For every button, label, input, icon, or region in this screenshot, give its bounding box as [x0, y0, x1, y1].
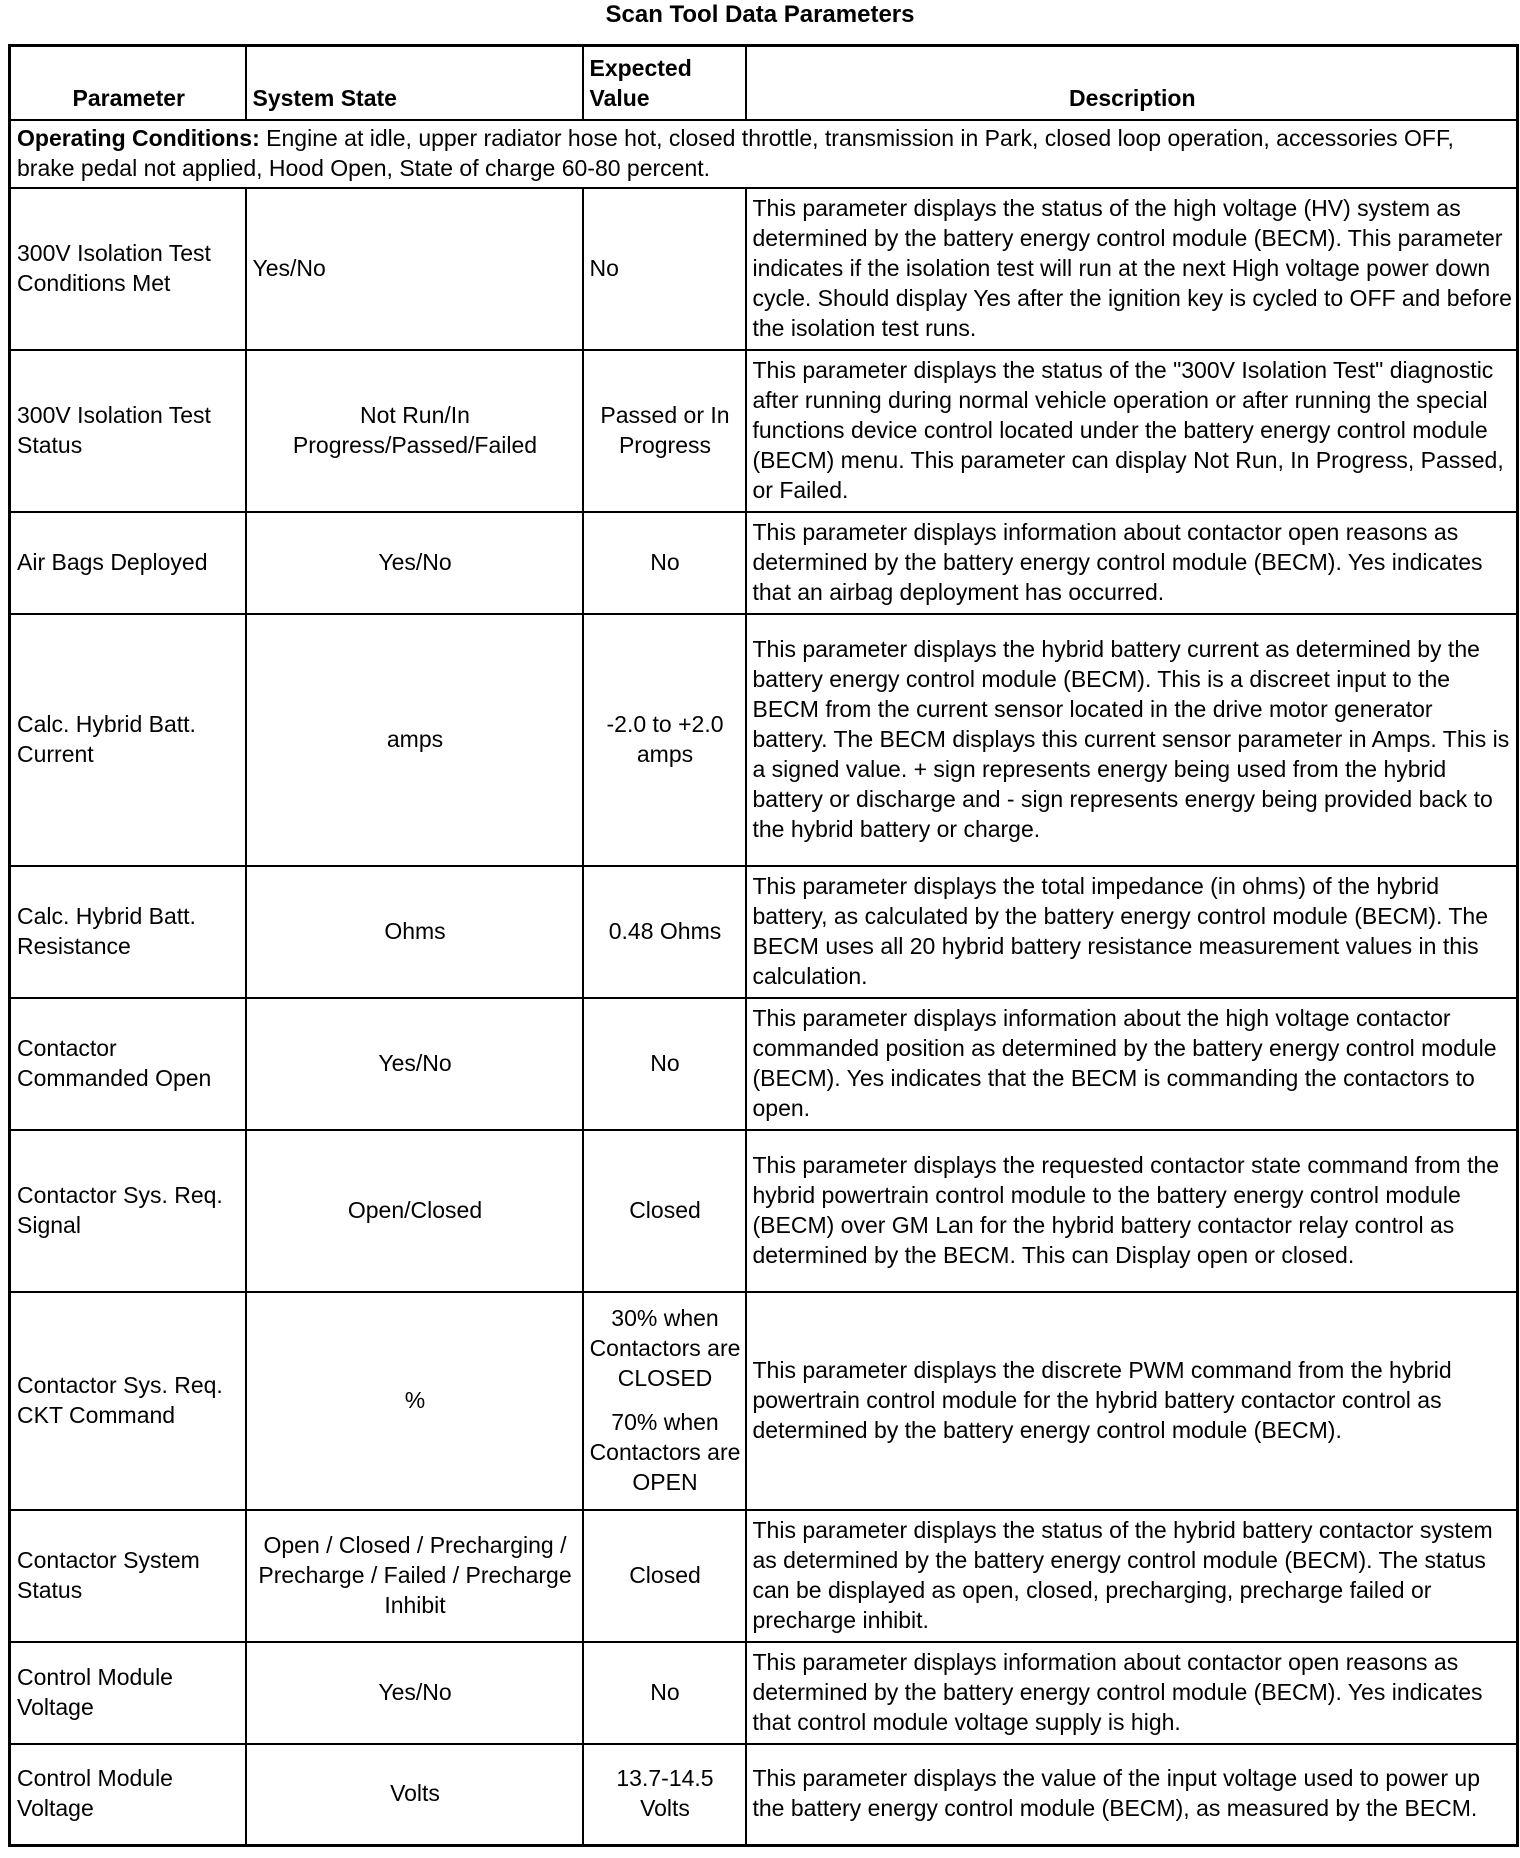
description-cell: This parameter displays information about the high voltage contactor commanded position as determined by the battery energy control module (BECM). Yes indicates that the BECM is commanding the contactors to open. [746, 998, 1518, 1130]
description-cell: This parameter displays the discrete PWM command from the hybrid powertrain control module for the hybrid battery contactor control as determined by the battery energy control module (BECM). [746, 1292, 1518, 1510]
table-row [10, 998, 1518, 1130]
header-parameter: Parameter [10, 46, 246, 120]
parameter-cell: Contactor Sys. Req. Signal [10, 1130, 246, 1292]
description-cell: This parameter displays the value of the input voltage used to power up the battery energy control module (BECM), as measured by the BECM. [746, 1744, 1518, 1846]
table-row [10, 350, 1518, 512]
table-row [10, 1744, 1518, 1846]
header-system-state: System State [246, 46, 583, 120]
expected-value-closed: 30% when Contactors are CLOSED [589, 1304, 741, 1391]
description-cell: This parameter displays the status of the "300V Isolation Test" diagnostic after running during normal vehicle operation or after running the special functions device control located under the battery energy control module (BECM) menu. This parameter can display Not Run, In Progress, Passed, or Failed. [746, 350, 1518, 512]
expected-value-spacer [590, 1393, 741, 1407]
description-cell: This parameter displays information about contactor open reasons as determined by the battery energy control module (BECM). Yes indicates that an airbag deployment has occurred. [746, 512, 1518, 614]
system-state-cell: % [246, 1292, 583, 1510]
parameter-cell: 300V Isolation Test Status [10, 350, 246, 512]
description-cell: This parameter displays the status of the hybrid battery contactor system as determined by the battery energy control module (BECM). The status can be displayed as open, closed, precharging, precharge failed or precharge inhibit. [746, 1510, 1518, 1642]
parameter-cell: Calc. Hybrid Batt. Current [10, 614, 246, 866]
system-state-cell: Open/Closed [246, 1130, 583, 1292]
table-row [10, 1510, 1518, 1642]
expected-value-cell: 0.48 Ohms [583, 866, 746, 998]
operating-conditions-text: Engine at idle, upper radiator hose hot, closed throttle, transmission in Park, closed loop operation, accessories OFF, brake pedal not applied, Hood Open, State of charge 60-80 percent. [17, 124, 1454, 181]
system-state-cell: Yes/No [246, 188, 583, 350]
system-state-cell: Yes/No [246, 1642, 583, 1744]
parameter-cell: Air Bags Deployed [10, 512, 246, 614]
parameter-cell: Contactor System Status [10, 1510, 246, 1642]
parameter-cell: Contactor Commanded Open [10, 998, 246, 1130]
expected-value-cell: No [583, 512, 746, 614]
table-row [10, 512, 1518, 614]
operating-conditions [10, 120, 1518, 188]
expected-value-cell: -2.0 to +2.0 amps [583, 614, 746, 866]
description-cell: This parameter displays the requested contactor state command from the hybrid powertrain control module to the battery energy control module (BECM) over GM Lan for the hybrid battery contactor relay control as determined by the BECM. This can Display open or closed. [746, 1130, 1518, 1292]
description-cell: This parameter displays the total impedance (in ohms) of the hybrid battery, as calculated by the battery energy control module (BECM). The BECM uses all 20 hybrid battery resistance measurement values in this calculation. [746, 866, 1518, 998]
table-row [10, 866, 1518, 998]
expected-value-cell: 13.7-14.5 Volts [583, 1744, 746, 1846]
operating-conditions-row [10, 120, 1518, 188]
system-state-cell: Yes/No [246, 998, 583, 1130]
system-state-cell: Volts [246, 1744, 583, 1846]
parameter-cell: Control Module Voltage [10, 1744, 246, 1846]
parameter-cell: 300V Isolation Test Conditions Met [10, 188, 246, 350]
expected-value-cell: No [583, 188, 746, 350]
description-cell: This parameter displays the hybrid battery current as determined by the battery energy control module (BECM). This is a discreet input to the BECM from the current sensor located in the drive motor generator battery. The BECM displays this current sensor parameter in Amps. This is a signed value. + sign represents energy being used from the hybrid battery or discharge and - sign represents energy being provided back to the hybrid battery or charge. [746, 614, 1518, 866]
system-state-cell: Open / Closed / Precharging / Precharge / Failed / Precharge Inhibit [246, 1510, 583, 1642]
parameter-cell: Calc. Hybrid Batt. Resistance [10, 866, 246, 998]
scan-tool-data-table [8, 44, 1519, 1847]
table-header-row [10, 46, 1518, 120]
system-state-cell: Ohms [246, 866, 583, 998]
operating-conditions-label: Operating Conditions: [17, 124, 260, 151]
expected-value-cell [583, 1292, 746, 1510]
table-row [10, 1292, 1518, 1510]
expected-value-cell: Closed [583, 1510, 746, 1642]
description-cell: This parameter displays information about contactor open reasons as determined by the battery energy control module (BECM). Yes indicates that control module voltage supply is high. [746, 1642, 1518, 1744]
description-cell: This parameter displays the status of the high voltage (HV) system as determined by the battery energy control module (BECM). This parameter indicates if the isolation test will run at the next High voltage power down cycle. Should display Yes after the ignition key is cycled to OFF and before the isolation test runs. [746, 188, 1518, 350]
table-row [10, 614, 1518, 866]
parameter-cell: Contactor Sys. Req. CKT Command [10, 1292, 246, 1510]
table-row [10, 188, 1518, 350]
page-title: Scan Tool Data Parameters [605, 1, 915, 28]
header-expected-value: Expected Value [583, 46, 746, 120]
expected-value-cell: Closed [583, 1130, 746, 1292]
header-description: Description [746, 46, 1518, 120]
expected-value-cell: No [583, 1642, 746, 1744]
expected-value-open: 70% when Contactors are OPEN [589, 1408, 741, 1495]
parameter-cell: Control Module Voltage [10, 1642, 246, 1744]
system-state-cell: Yes/No [246, 512, 583, 614]
system-state-cell: amps [246, 614, 583, 866]
table-row [10, 1130, 1518, 1292]
system-state-cell: Not Run/In Progress/Passed/Failed [246, 350, 583, 512]
table-row [10, 1642, 1518, 1744]
expected-value-cell: No [583, 998, 746, 1130]
expected-value-cell: Passed or In Progress [583, 350, 746, 512]
